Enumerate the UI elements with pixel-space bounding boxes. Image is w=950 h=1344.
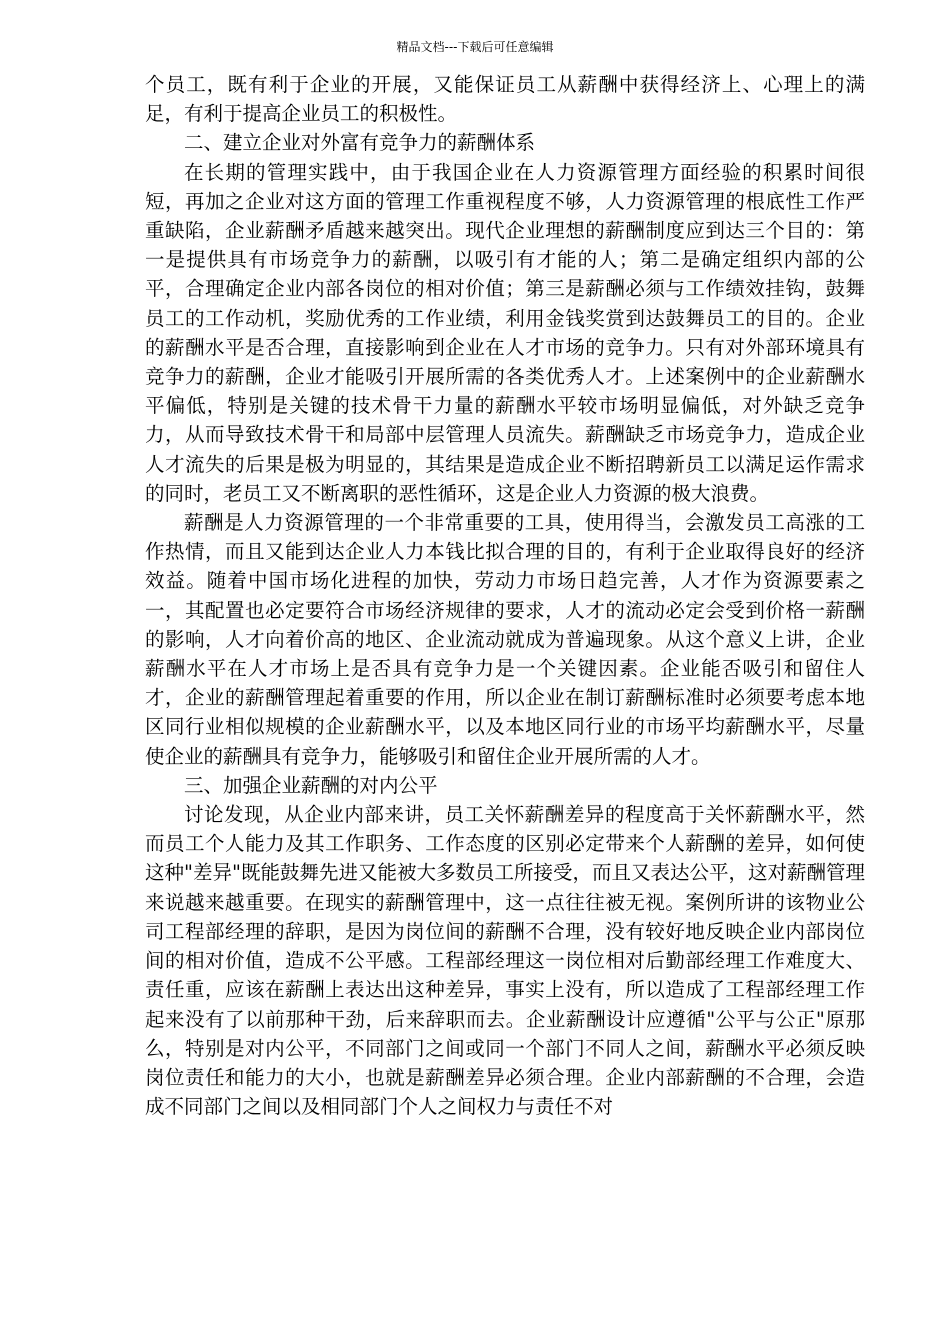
paragraph: 在长期的管理实践中，由于我国企业在人力资源管理方面经验的积累时间很短，再加之企业对这方面的管理工作重视程度不够，人力资源管理的根底性工作严重缺陷，企业薪酬矛盾越来越突出。现代企业理想的薪酬制度应到达三个目的：第一是提供具有市场竞争力的薪酬，以吸引有才能的人；第二是确定组织内部的公平，合理确定企业内部各岗位的相对价值；第三是薪酬必须与工作绩效挂钩，鼓舞员工的工作动机，奖励优秀的工作业绩，利用金钱奖赏到达鼓舞员工的目的。企业的薪酬水平是否合理，直接影响到企业在人才市场的竞争力。只有对外部环境具有竞争力的薪酬，企业才能吸引开展所需的各类优秀人才。上述案例中的企业薪酬水平偏低，特别是关键的技术骨干力量的薪酬水平较市场明显偏低，对外缺乏竞争力，从而导致技术骨干和局部中层管理人员流失。薪酬缺乏市场竞争力，造成企业人才流失的后果是极为明显的，其结果是造成企业不断招聘新员工以满足运作需求的同时，老员工又不断离职的恶性循环，这是企业人力资源的极大浪费。 (145, 160, 865, 505)
document-body (145, 70, 865, 1121)
page-header: 精品文档---下载后可任意编辑 (396, 40, 554, 54)
section-heading-2: 二、建立企业对外富有竞争力的薪酬体系 (184, 131, 536, 155)
paragraph-continuation: 个员工，既有利于企业的开展，又能保证员工从薪酬中获得经济上、心理上的满足，有利于提高企业员工的积极性。 (145, 73, 865, 126)
paragraph: 讨论发现，从企业内部来讲，员工关怀薪酬差异的程度高于关怀薪酬水平，然而员工个人能力及其工作职务、工作态度的区别必定带来个人薪酬的差异，如何使这种"差异"既能鼓舞先进又能被大多数员工所接受，而且又表达公平，这对薪酬管理来说越来越重要。在现实的薪酬管理中，这一点往往被无视。案例所讲的该物业公司工程部经理的辞职，是因为岗位间的薪酬不合理，没有较好地反映企业内部岗位间的相对价值，造成不公平感。工程部经理这一岗位相对后勤部经理工作难度大、责任重，应该在薪酬上表达出这种差异，事实上没有，所以造成了工程部经理工作起来没有了以前那种干劲，后来辞职而去。企业薪酬设计应遵循"公平与公正"原那么，特别是对内公平，不同部门之间或同一个部门不同人之间，薪酬水平必须反映岗位责任和能力的大小，也就是薪酬差异必须合理。企业内部薪酬的不合理，会造成不同部门之间以及相同部门个人之间权力与责任不对 (145, 803, 865, 1119)
section-heading-3: 三、加强企业薪酬的对内公平 (184, 773, 438, 797)
paragraph: 薪酬是人力资源管理的一个非常重要的工具，使用得当，会激发员工高涨的工作热情，而且又能到达企业人力本钱比拟合理的目的，有利于企业取得良好的经济效益。随着中国市场化进程的加快，劳动力市场日趋完善，人才作为资源要素之一，其配置也必定要符合市场经济规律的要求，人才的流动必定会受到价格一薪酬的影响，人才向着价高的地区、企业流动就成为普遍现象。从这个意义上讲，企业薪酬水平在人才市场上是否具有竞争力是一个关键因素。企业能否吸引和留住人才，企业的薪酬管理起着重要的作用，所以企业在制订薪酬标准时必须要考虑本地区同行业相似规模的企业薪酬水平，以及本地区同行业的市场平均薪酬水平，尽量使企业的薪酬具有竞争力，能够吸引和留住企业开展所需的人才。 (145, 511, 865, 768)
